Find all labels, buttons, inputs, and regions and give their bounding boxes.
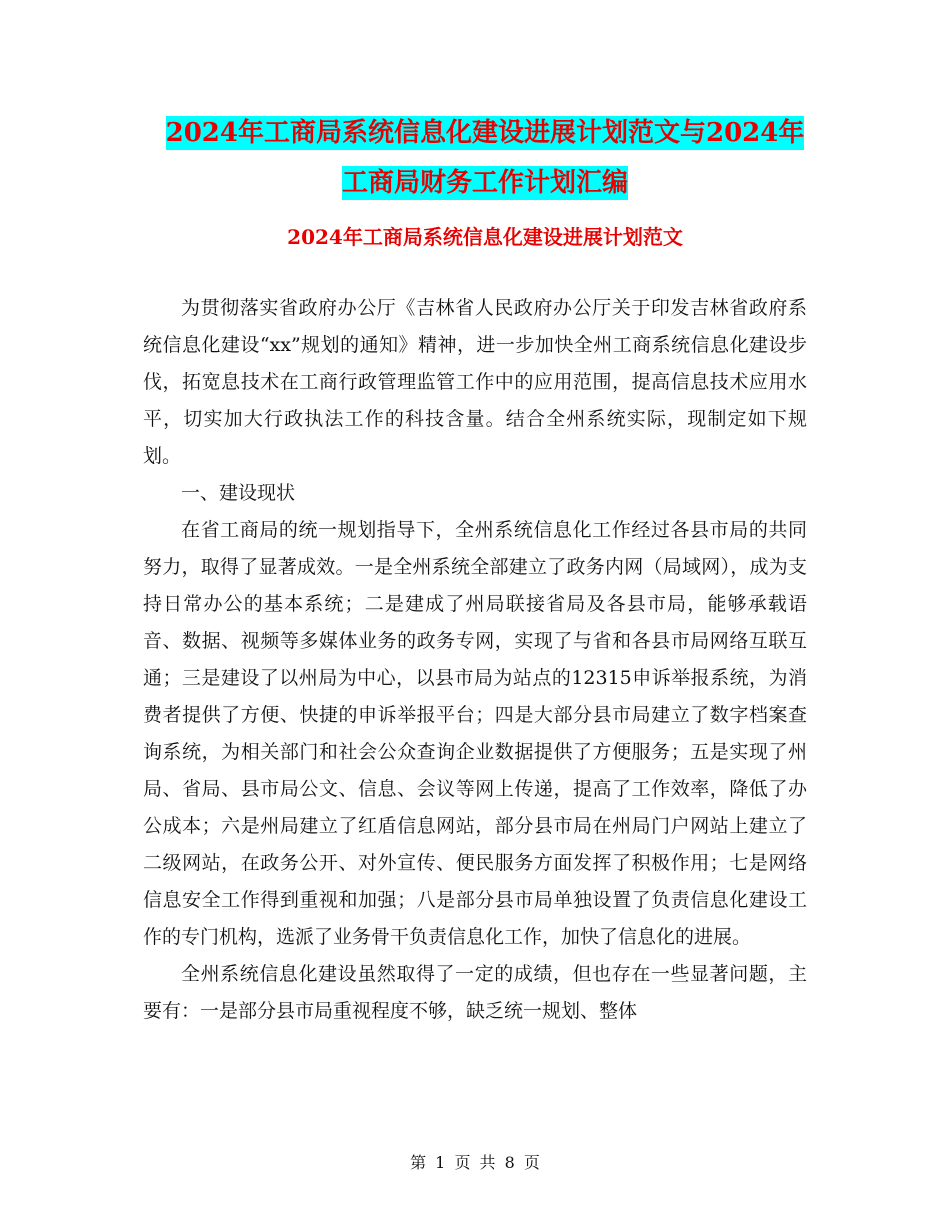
title-line-2: 工商局财务工作计划汇编 bbox=[341, 168, 628, 198]
paragraph: 在省工商局的统一规划指导下，全州系统信息化工作经过各县市局的共同努力，取得了显著成效。一是全州系统全部建立了政务内网（局域网），成为支持日常办公的基本系统；二是建成了州局联接省局及各县市局，能够承载语音、数据、视频等多媒体业务的政务专网，实现了与省和各县市局网络互联互通；三是建设了以州局为中心，以县市局为站点的12315申诉举报系统，为消费者提供了方便、快捷的申诉举报平台；四是大部分县市局建立了数字档案查询系统，为相关部门和社会公众查询企业数据提供了方便服务；五是实现了州局、省局、县市局公文、信息、会议等网上传递，提高了工作效率，降低了办公成本；六是州局建立了红盾信息网站，部分县市局在州局门户网站上建立了二级网站，在政务公开、对外宣传、便民服务方面发挥了积极作用；七是网络信息安全工作得到重视和加强；八是部分县市局单独设置了负责信息化建设工作的专门机构，选派了业务骨干负责信息化工作，加快了信息化的进展。 bbox=[143, 519, 807, 948]
document-body bbox=[143, 290, 807, 1030]
document-title bbox=[140, 108, 830, 208]
section-heading: 一、建设现状 bbox=[181, 482, 296, 504]
page-footer: 第 1 页 共 8 页 bbox=[410, 1153, 540, 1172]
title-line-1: 2024年工商局系统信息化建设进展计划范文与2024年 bbox=[165, 118, 805, 148]
paragraph: 为贯彻落实省政府办公厅《吉林省人民政府办公厅关于印发吉林省政府系统信息化建设“xx”规划的通知》精神，进一步加快全州工商系统信息化建设步伐，拓宽息技术在工商行政管理监管工作中的应用范围，提高信息技术应用水平，切实加大行政执法工作的科技含量。结合全州系统实际，现制定如下规划。 bbox=[143, 297, 807, 467]
paragraph: 全州系统信息化建设虽然取得了一定的成绩，但也存在一些显著问题，主要有：一是部分县市局重视程度不够，缺乏统一规划、整体 bbox=[143, 963, 807, 1022]
section-title: 2024年工商局系统信息化建设进展计划范文 bbox=[287, 225, 683, 249]
